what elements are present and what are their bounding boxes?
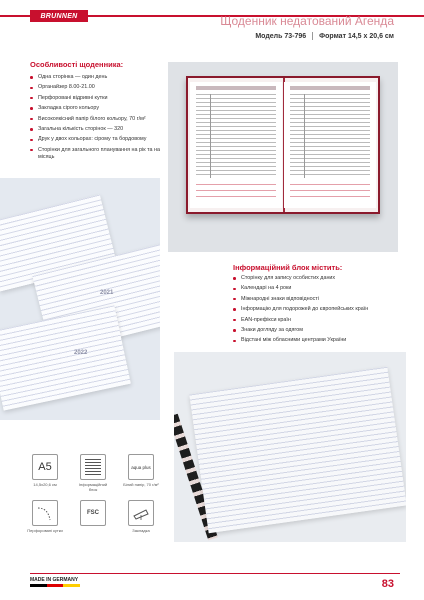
- page-title: Щоденник недатований Агенда: [220, 14, 394, 28]
- brand-logo: BRUNNEN: [40, 12, 78, 20]
- model-separator: [312, 32, 313, 40]
- list-item: Друк у двох кольорах: сірому та бордовому: [30, 136, 170, 143]
- perforated-corner-icon: [32, 500, 58, 526]
- german-flag-icon: [30, 584, 80, 587]
- planner-left-page: [190, 82, 282, 208]
- lined-page-icon: [85, 459, 101, 475]
- planner-book-photo: [174, 352, 406, 542]
- list-item: EAN-префікси країн: [233, 317, 393, 324]
- list-item: Відстані між обласними центрами України: [233, 337, 393, 344]
- features-title: Особливості щоденника:: [30, 60, 124, 69]
- fsc-tree-icon: FSC: [80, 500, 106, 526]
- paper-quality-caption: Білий папір, 70 г/м²: [123, 482, 159, 487]
- list-item: Інформацію для подорожей до європейських країн: [233, 306, 393, 313]
- calendar-year-label: 2022: [74, 350, 88, 356]
- calendar-pages-photo: [0, 178, 160, 420]
- brand-logo-box: [30, 10, 88, 22]
- list-item: Міжнародні знаки відповідності: [233, 296, 393, 303]
- made-in-germany-label: MADE IN GERMANY: [30, 577, 79, 583]
- model-number: Модель 73-796: [255, 32, 307, 40]
- planner-open-pages: [189, 367, 406, 533]
- info-block-list: [233, 275, 393, 348]
- list-item: Сторінки для загального планування на рік та на місяць: [30, 147, 170, 161]
- features-list: [30, 74, 170, 164]
- page-number: 83: [381, 578, 394, 590]
- footer-line: [30, 573, 400, 574]
- bookmark-icon: [128, 500, 154, 526]
- open-planner: [186, 76, 380, 214]
- planner-spread-image: [168, 62, 398, 252]
- info-block-icon: [80, 454, 106, 480]
- list-item: Загальна кількість сторінок — 320: [30, 126, 170, 133]
- paper-quality-icon: aqua plus: [128, 454, 154, 480]
- list-item: Знаки догляду за одягом: [233, 327, 393, 334]
- perforated-corner-caption: Перфоровані кутки: [27, 528, 63, 533]
- format-size: Формат 14,5 х 20,6 см: [319, 32, 394, 40]
- list-item: Сторінку для запису особистих даних: [233, 275, 393, 282]
- format-a5-icon: A5: [32, 454, 58, 480]
- planner-right-page: [284, 82, 376, 208]
- info-block-caption: Інформаційний блок: [78, 482, 108, 492]
- list-item: Високоякісний папір білого кольору, 70 г/м²: [30, 116, 170, 123]
- list-item: Перфоровані відривні кутки: [30, 95, 170, 102]
- calendar-year-label: 2021: [100, 290, 114, 296]
- bookmark-caption: Закладка: [132, 528, 150, 533]
- list-item: Закладка сірого кольору: [30, 105, 170, 112]
- model-format-line: [255, 32, 394, 40]
- list-item: Календарі на 4 роки: [233, 285, 393, 292]
- format-a5-caption: 14,5х20,6 см: [33, 482, 57, 487]
- list-item: Органайзер 8.00-21.00: [30, 84, 170, 91]
- info-block-title: Інформаційний блок містить:: [233, 263, 343, 272]
- list-item: Одна сторінка — один день: [30, 74, 170, 81]
